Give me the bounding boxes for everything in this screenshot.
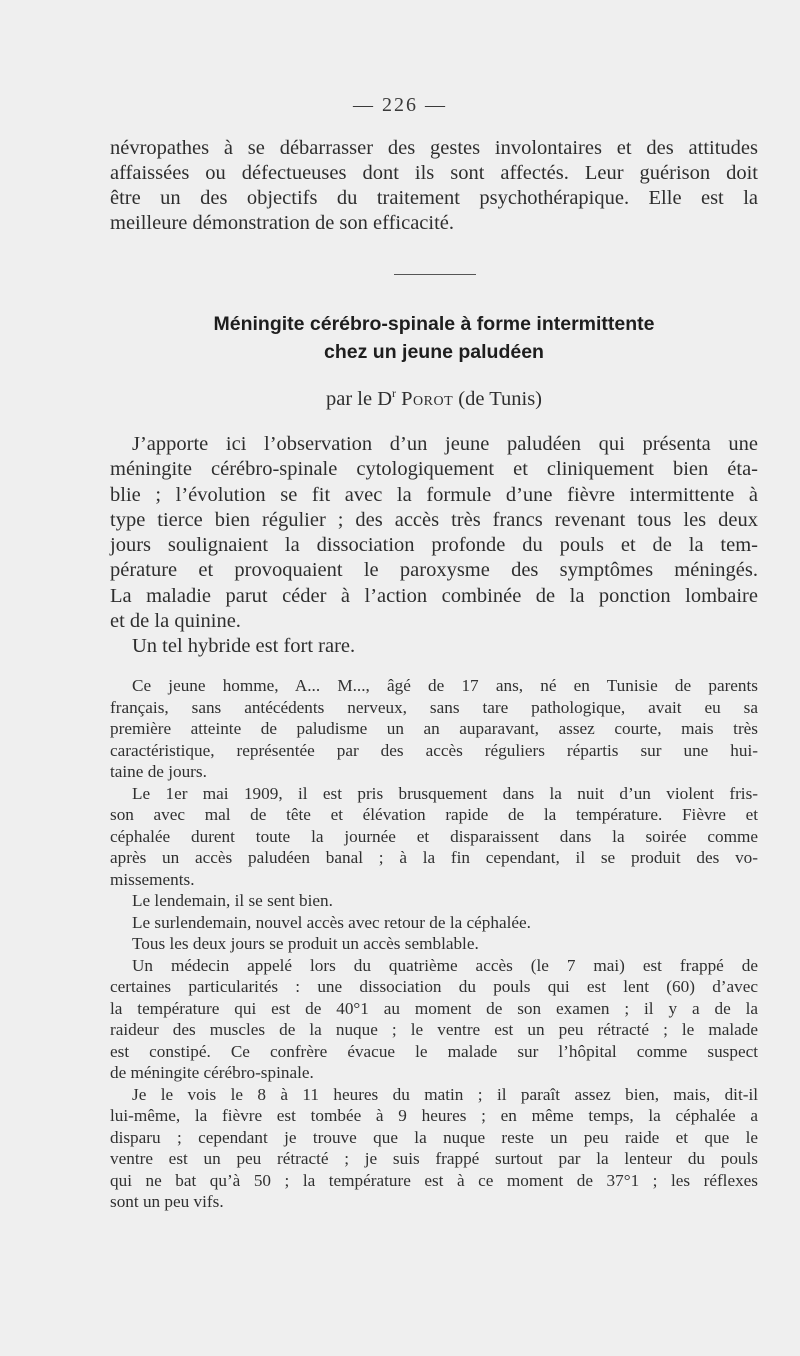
text-line: sont un peu vifs. <box>110 1192 224 1211</box>
text-line: et de la quinine. <box>110 610 241 633</box>
page-number: — 226 — <box>353 94 447 116</box>
text-line: est constipé. Ce confrère évacue le malade sur l’hôpital comme suspect <box>110 1041 758 1061</box>
text-line: Le lendemain, il se sent bien. <box>132 891 333 910</box>
text-line: caractéristique, représentée par des accès réguliers répartis sur une hui- <box>110 740 758 760</box>
text-line: névropathes à se débarrasser des gestes involontaires et des attitudes <box>110 137 758 159</box>
text-line: affaissées ou défectueuses dont ils sont affectés. Leur guérison doit <box>110 162 758 184</box>
abstract-paragraph <box>110 432 758 660</box>
text-line: meilleure démonstration de son efficacité. <box>110 212 455 234</box>
text-line: La maladie parut céder à l’action combinée de la ponction lombaire <box>110 584 758 607</box>
text-line: français, sans antécédents nerveux, sans tare pathologique, avait eu sa <box>110 697 758 717</box>
text-line: type tierce bien régulier ; des accès très francs revenant tous les deux <box>110 508 758 531</box>
case-report-body <box>110 675 758 1213</box>
text-line: Je le vois le 8 à 11 heures du matin ; il paraît assez bien, mais, dit-il <box>132 1084 758 1104</box>
text-line: missements. <box>110 869 195 889</box>
byline-prefix: par le D <box>325 387 393 410</box>
text-line: Ce jeune homme, A... M..., âgé de 17 ans, né en Tunisie de parents <box>132 676 758 695</box>
article-title: Méningite cérébro-spinale à forme intermittente <box>213 313 655 335</box>
text-line: certaines particularités : une dissociation du pouls qui est lent (60) d’avec <box>110 977 758 996</box>
text-line: méningite cérébro-spinale cytologiquement et cliniquement bien éta- <box>110 458 758 481</box>
text-line: Le 1er mai 1909, il est pris brusquement dans la nuit d’un violent fris- <box>132 783 758 803</box>
text-line: première atteinte de paludisme un an auparavant, assez courte, mais très <box>110 719 758 738</box>
text-line: Tous les deux jours se produit un accès semblable. <box>132 934 479 953</box>
article-subtitle: chez un jeune paludéen <box>324 341 544 363</box>
text-line: de méningite cérébro-spinale. <box>110 1063 314 1082</box>
text-line: pérature et provoquaient le paroxysme des symptômes méningés. <box>110 559 758 582</box>
text-line: jours soulignaient la dissociation profonde du pouls et de la tem- <box>110 534 758 557</box>
text-line: la température qui est de 40°1 au moment de son examen ; il y a de la <box>110 998 758 1018</box>
text-line: après un accès paludéen banal ; à la fin cependant, il se produit des vo- <box>110 848 758 867</box>
text-line: Le surlendemain, nouvel accès avec retour de la céphalée. <box>132 912 531 932</box>
text-line: Un médecin appelé lors du quatrième accès (le 7 mai) est frappé de <box>132 955 758 975</box>
author-name: Porot <box>401 387 454 410</box>
text-line: qui ne bat qu’à 50 ; la température est à ce moment de 37°1 ; les réflexes <box>110 1170 758 1190</box>
text-line: être un des objectifs du traitement psychothérapique. Elle est la <box>110 187 758 209</box>
text-line: céphalée durent toute la journée et disparaissent dans la soirée comme <box>110 826 758 846</box>
text-line: ventre est un peu rétracté ; je suis frappé surtout par la lenteur du pouls <box>110 1149 758 1168</box>
text-line: taine de jours. <box>110 762 207 781</box>
section-divider <box>394 274 476 275</box>
text-line: Un tel hybride est fort rare. <box>132 635 356 658</box>
text-line: blie ; l’évolution se fit avec la formule d’une fièvre intermittente à <box>110 483 758 506</box>
intro-paragraph <box>110 136 758 236</box>
text-line: J’apporte ici l’observation d’un jeune paludéen qui présenta une <box>132 433 758 455</box>
text-line: disparu ; cependant je trouve que la nuque reste un peu raide et que le <box>110 1127 758 1147</box>
text-line: raideur des muscles de la nuque ; le ventre est un peu rétracté ; le malade <box>110 1020 758 1039</box>
byline-title-sup: r <box>392 386 397 400</box>
byline-affiliation: (de Tunis) <box>458 387 543 410</box>
byline <box>110 386 758 411</box>
text-line: son avec mal de tête et élévation rapide de la température. Fièvre et <box>110 805 758 824</box>
text-line: lui-même, la fièvre est tombée à 9 heures ; en même temps, la céphalée a <box>110 1106 758 1125</box>
